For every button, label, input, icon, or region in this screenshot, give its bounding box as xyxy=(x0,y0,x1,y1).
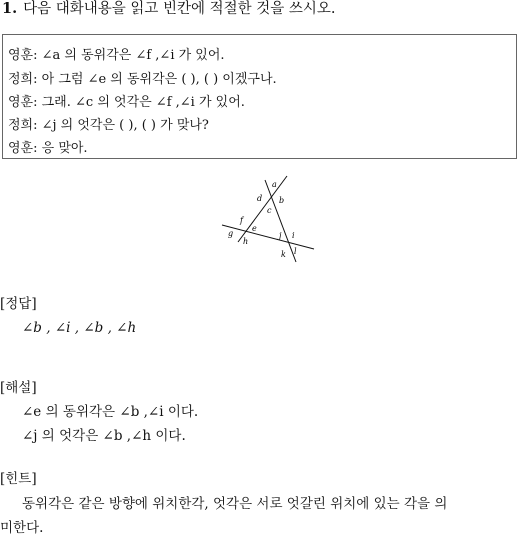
figure-label-g: g xyxy=(228,229,234,238)
dialog-line-3: 영훈: 그래. ∠c 의 엇각은 ∠f ,∠i 가 있어. xyxy=(8,95,245,110)
hint-line-1: 동위각은 같은 방향에 위치한각, 엇각은 서로 엇갈린 위치에 있는 각을 의 xyxy=(22,496,448,512)
dialog-line-2: 정희: 아 그럼 ∠e 의 동위각은 ( ), ( ) 이겠구나. xyxy=(8,72,277,87)
figure-label-l: l xyxy=(294,247,297,256)
explanation-line-2: ∠j 의 엇각은 ∠b ,∠h 이다. xyxy=(22,428,186,444)
hint-label: [힌트] xyxy=(0,471,37,487)
figure-label-i: i xyxy=(292,231,295,240)
dialog-box xyxy=(2,34,517,159)
figure-label-j: j xyxy=(279,231,282,240)
figure-label-c: c xyxy=(267,206,272,215)
dialog-line-5: 영훈: 응 맞아. xyxy=(8,141,88,156)
question-title xyxy=(2,0,336,18)
explanation-label: [해설] xyxy=(0,380,37,396)
figure-label-f: f xyxy=(240,216,243,225)
figure-label-k: k xyxy=(281,250,286,259)
figure-label-a: a xyxy=(272,180,277,189)
figure-label-e: e xyxy=(252,224,257,233)
dialog-line-4: 정희: ∠j 의 엇각은 ( ), ( ) 가 맞나? xyxy=(8,118,209,133)
question-text: 다음 대화내용을 읽고 빈칸에 적절한 것을 쓰시오. xyxy=(23,1,336,17)
figure-label-b: b xyxy=(279,196,285,205)
hint-line-2: 미한다. xyxy=(0,520,44,536)
answer-label: [정답] xyxy=(0,296,37,312)
answer-text: ∠b , ∠i , ∠b , ∠h xyxy=(22,320,137,336)
figure-label-d: d xyxy=(257,194,263,203)
figure-label-h: h xyxy=(243,237,249,246)
transversal-figure xyxy=(215,170,320,265)
dialog-line-1: 영훈: ∠a 의 동위각은 ∠f ,∠i 가 있어. xyxy=(8,48,225,63)
question-number: 1. xyxy=(2,0,18,17)
explanation-line-1: ∠e 의 동위각은 ∠b ,∠i 이다. xyxy=(22,404,199,420)
figure-line-3 xyxy=(222,225,314,249)
